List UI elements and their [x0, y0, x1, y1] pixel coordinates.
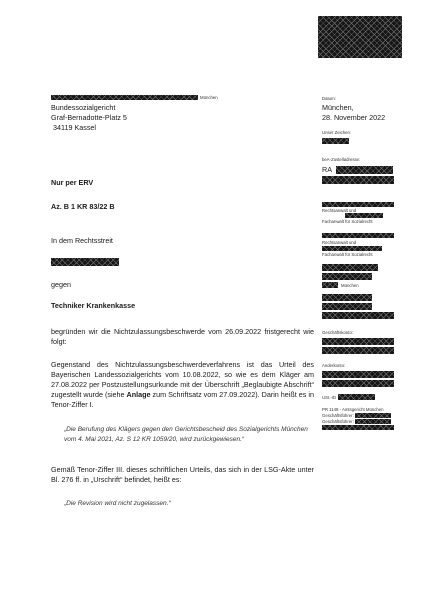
lawyer-2-title: Rechtsanwalt und — [322, 240, 357, 245]
date-label: Datum: — [322, 96, 336, 101]
firm-address-redaction-1 — [322, 264, 378, 271]
bea-label: beA-Zustelladresse: — [322, 157, 361, 162]
lawyer-2-specialty: Fachanwalt für Sozialrecht — [322, 252, 373, 257]
contact-redaction-2 — [322, 303, 372, 310]
paragraph-3: Gemäß Tenor-Ziffer III. dieses schriftlichen Urteils, das sich in der LSG-Akte unter Bl. 276 ff. in „Urschrift“ befindet, heißt es: — [51, 465, 314, 484]
other-account-redaction-2 — [322, 380, 394, 387]
manager-line-1: Geschäftsführer: — [322, 413, 354, 418]
lawyer-1-extra-redaction — [345, 213, 383, 218]
sender-line-redaction — [51, 95, 198, 100]
delivery-method: Nur per ERV — [51, 178, 94, 187]
recipient-street: Graf-Bernadotte-Platz 5 — [51, 113, 127, 122]
paragraph-2-annex: Anlage — [126, 390, 151, 399]
letter-date: 28. November 2022 — [322, 112, 386, 122]
sender-line-city: München — [200, 94, 218, 100]
account-redaction-1 — [322, 338, 394, 345]
manager-redaction-3 — [322, 425, 394, 430]
contact-redaction-1 — [322, 294, 372, 301]
date-city: München, — [322, 103, 354, 112]
firm-address-redaction-2 — [322, 273, 372, 280]
quote-2: „Die Revision wird nicht zugelassen.“ — [64, 500, 171, 507]
lawyer-2-extra-redaction — [322, 246, 382, 251]
bea-redaction-2 — [322, 176, 394, 184]
manager-line-2: Geschäftsführer: — [322, 419, 354, 424]
defendant-name: Techniker Krankenkasse — [51, 301, 136, 310]
lawyer-1-specialty: Fachanwalt für Sozialrecht — [322, 219, 373, 224]
paragraph-2-part-b: zum Schriftsatz vom 27.09.2022). Darin heißt es in Tenor-Ziffer I. — [51, 390, 314, 409]
paragraph-1: begründen wir die Nichtzulassungsbeschwerde vom 26.09.2022 fristgerecht wie folgt: — [51, 327, 314, 346]
quote-1: „Die Berufung des Klägers gegen den Gerichtsbescheid des Sozialgerichts München vom 4. Mai 2021, Az. S 12 KR 1059/20, wird zurückgewiesen.“ — [64, 426, 308, 443]
lawyer-1-name-redaction — [322, 202, 394, 207]
firm-address-redaction-3 — [322, 282, 338, 288]
firm-address-city: München — [341, 283, 359, 288]
account-redaction-2 — [322, 347, 394, 354]
versus-text: gegen — [51, 280, 71, 289]
lawyer-2-name-redaction — [322, 233, 394, 238]
case-intro: In dem Rechtsstreit — [51, 236, 113, 245]
other-account-redaction-1 — [322, 371, 394, 378]
recipient-city: 34119 Kassel — [53, 123, 97, 132]
register-line: PR 1148 - Amtsgericht München — [322, 407, 384, 412]
bea-prefix: RA — [322, 165, 332, 174]
other-account-label: Anderkonto: — [322, 363, 346, 368]
manager-redaction-2 — [355, 419, 391, 424]
recipient-name: Bundessozialgericht — [51, 103, 116, 112]
contact-redaction-3 — [322, 312, 394, 319]
case-number: Az. B 1 KR 83/22 B — [51, 202, 115, 211]
account-label: Geschäftskonto: — [322, 330, 354, 335]
bea-redaction-1 — [336, 166, 393, 174]
vat-redaction — [338, 394, 375, 400]
plaintiff-redaction — [51, 258, 119, 266]
our-reference-redaction — [322, 138, 349, 144]
paragraph-2 — [51, 360, 314, 410]
logo-redaction — [318, 16, 402, 58]
vat-label: USt.-ID — [322, 395, 337, 400]
manager-redaction-1 — [355, 413, 391, 418]
lawyer-1-title: Rechtsanwalt und — [322, 208, 357, 213]
our-reference-label: Unser Zeichen: — [322, 130, 352, 135]
recipient-address — [51, 103, 127, 133]
paragraph-2-part-a: Gegenstand des Nichtzulassungsbeschwerdeverfahrens ist das Urteil des Bayerischen Landessozialgerichts vom 10.08.2022, so wie es dem Kläger am 27.08.2022 per Postzustellungsurkunde mit der Überschrift „Beglaubigte Abschrift“ zugestellt wurde (siehe — [51, 360, 314, 399]
